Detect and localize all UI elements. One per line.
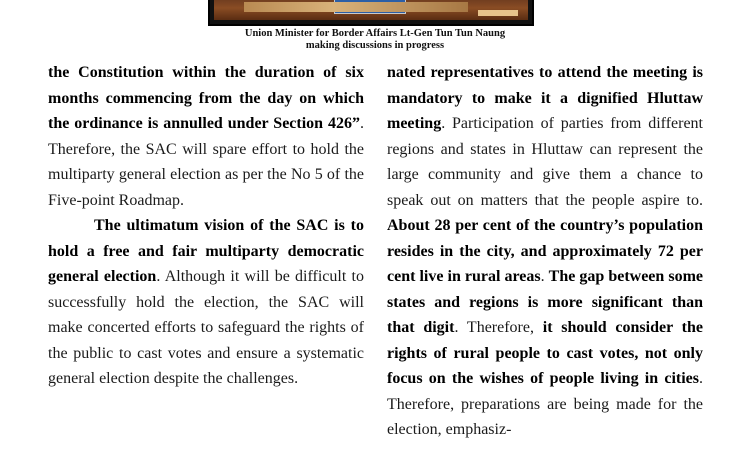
right-s1-bold: nated representatives to attend the meeting is mandatory to make it a dignified Hluttaw meeting [387,64,703,132]
photo-scene [214,0,528,20]
left-paragraph-1 [48,60,364,213]
caption-line-1: Union Minister for Border Affairs Lt-Gen Tun Tun Naung [244,28,506,39]
left-p1-bold: the Constitution within the duration of six months commencing from the day on which the ordinance is annulled under Section 426” [48,64,364,132]
right-s8-text: . Therefore, preparations are being made for the election, emphasiz- [387,370,703,438]
right-s4-text: . [540,268,549,285]
photo-caption [170,28,580,52]
right-s6-text: . Therefore, [454,319,543,336]
left-p2-bold: The ultimatum vision of the SAC is to hold a free and fair multiparty democratic general election [48,217,364,285]
left-p1-text: . Therefore, the SAC will spare effort to hold the multiparty general election as per the No 5 of the Five-point Roadmap. [48,115,364,209]
right-column [387,60,703,443]
right-s3-bold: About 28 per cent of the country’s population resides in the city, and approximately 72 per cent live in rural areas [387,217,703,285]
right-s2-text: . Participation of parties from different regions and states in Hluttaw can represent the large community and give them a chance to speak out on matters that the people aspire to. [387,115,703,209]
right-paragraph [387,60,703,443]
photo-shine [478,10,518,16]
left-paragraph-2 [48,213,364,392]
left-p2-text: . Although it will be difficult to successfully hold the election, the SAC will make concerted efforts to safeguard the rights of the public to cast votes and ensure a systematic general election despite the challenges. [48,268,364,387]
right-s5-bold: The gap between some states and regions is more significant than that digit [387,268,704,336]
caption-line-2: making discussions in progress [305,40,445,51]
right-s7-bold: it should consider the rights of rural people to cast votes, not only focus on the wishes of people living in cities [387,319,703,387]
photo-desk [244,2,468,12]
left-column [48,60,364,392]
meeting-photo [208,0,534,26]
